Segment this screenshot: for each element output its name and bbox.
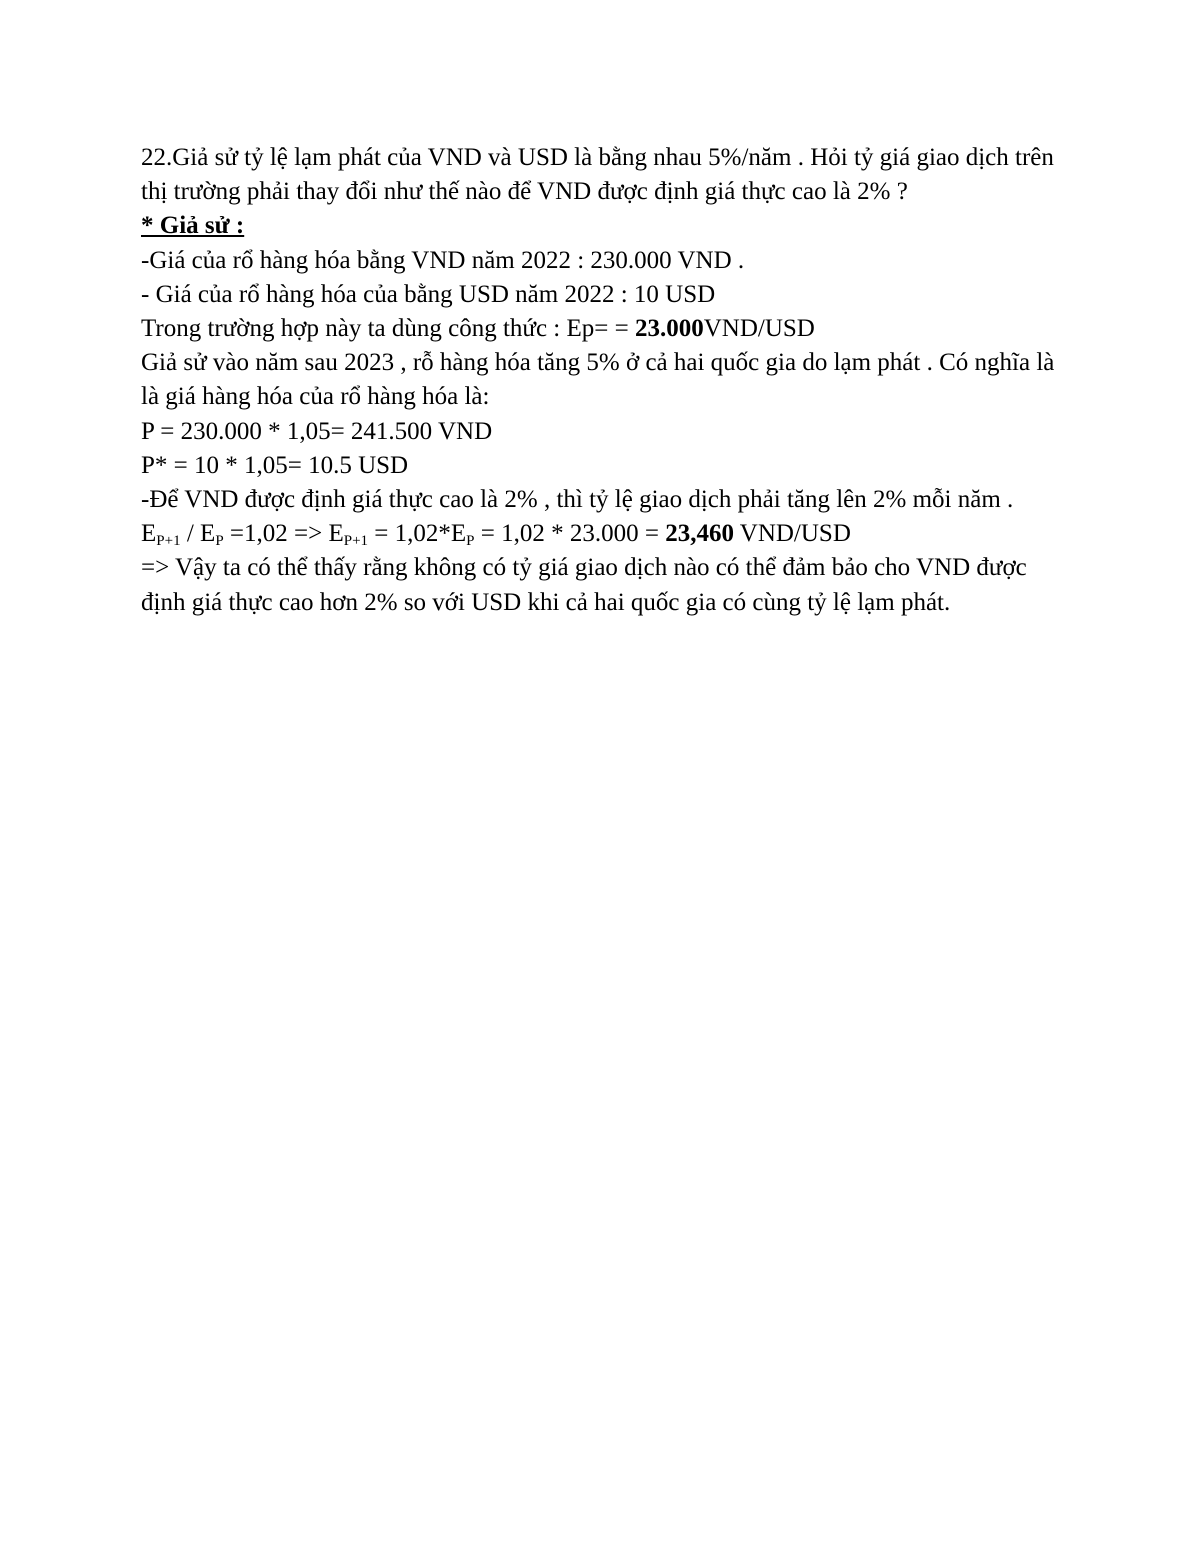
eq-e1: E bbox=[141, 520, 157, 548]
pstar-calculation: P* = 10 * 1,05= 10.5 USD bbox=[141, 451, 409, 479]
eq-t4: = 1,02 * 23.000 = bbox=[474, 520, 666, 548]
conclusion-text: => Vậy ta có thể thấy rằng không có tỷ giá giao dịch nào có thể đảm bảo cho VND được định giá thực cao hơn 2% so với USD khi cả hai quốc gia có cùng tỷ lệ lạm phát. bbox=[141, 554, 1027, 616]
eq-t2: =1,02 => E bbox=[223, 520, 344, 548]
eq-sub4: P bbox=[466, 533, 475, 550]
document-page bbox=[141, 141, 1071, 620]
formula-value: 23.000 bbox=[634, 315, 704, 343]
question-text: 22.Giả sử tỷ lệ lạm phát của VND và USD là bằng nhau 5%/năm . Hỏi tỷ giá giao dịch trên thị trường phải thay đổi như thế nào để VND được định giá thực cao là 2% ? bbox=[141, 144, 1054, 206]
formula-prefix: Trong trường hợp này ta dùng công thức : Ep= = bbox=[141, 315, 635, 343]
formula-unit: VND/USD bbox=[703, 315, 815, 343]
basket-price-usd: - Giá của rổ hàng hóa của bằng USD năm 2022 : 10 USD bbox=[141, 280, 716, 308]
eq-sub1: P+1 bbox=[156, 533, 181, 550]
next-year-text: Giả sử vào năm sau 2023 , rỗ hàng hóa tăng 5% ở cả hai quốc gia do lạm phát . Có nghĩa là là giá hàng hóa của rổ hàng hóa là: bbox=[141, 349, 1055, 411]
eq-result: 23,460 bbox=[665, 520, 734, 548]
exchange-rate-equation bbox=[141, 517, 1071, 551]
p-calculation: P = 230.000 * 1,05= 241.500 VND bbox=[141, 417, 493, 445]
eq-sub3: P+1 bbox=[343, 533, 369, 550]
eq-sub2: P bbox=[215, 533, 224, 550]
eq-unit: VND/USD bbox=[733, 520, 851, 548]
formula-line bbox=[141, 312, 1071, 346]
eq-t1: / E bbox=[180, 520, 216, 548]
condition-text: -Để VND được định giá thực cao là 2% , thì tỷ lệ giao dịch phải tăng lên 2% mỗi năm . bbox=[141, 486, 1014, 514]
basket-price-vnd: -Giá của rổ hàng hóa bằng VND năm 2022 : 230.000 VND . bbox=[141, 246, 745, 274]
assume-heading: * Giả sử : bbox=[141, 212, 245, 240]
eq-t3: = 1,02*E bbox=[368, 520, 467, 548]
assume-heading-line bbox=[141, 209, 1071, 243]
